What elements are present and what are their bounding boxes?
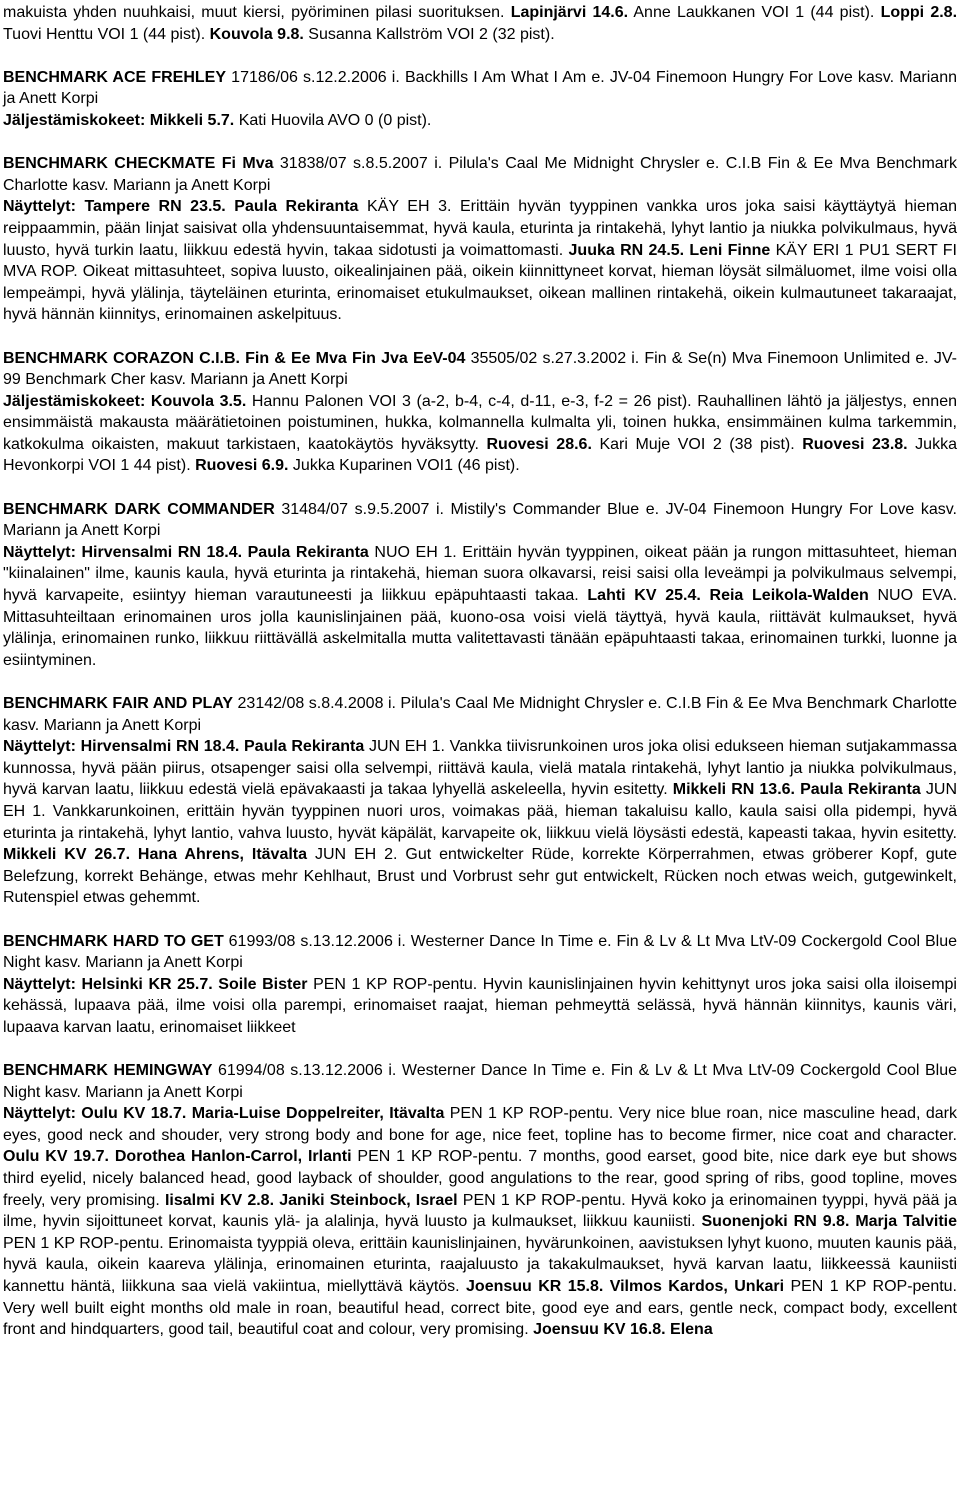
bold-heading-text: BENCHMARK FAIR AND PLAY — [3, 695, 234, 712]
body-text: NUO EH 1. Erittäin hyvän tyyppinen, oikeat pään ja rungon mittasuhteet, hieman "kiinalainen" ilme, kaunis kaula, hyvä eturinta ja rintakehä, hieman suora olkavarsi, reisi saisi olla leveämpi ja polvikulmaus selvempi, hyvä karvapeite, esiintyy hieman varautuneesti ja liikkuu epäpuhtaasti takaa. — [3, 543, 957, 605]
body-text: makuista yhden nuuhkaisi, muut kiersi, pyöriminen pilasi suorituksen. — [3, 4, 511, 21]
bold-heading-text: Kouvola 9.8. — [209, 25, 304, 43]
bold-heading-text: Mikkeli RN 13.6. Paula Rekiranta — [672, 781, 921, 799]
bold-heading-text: Näyttelyt: Helsinki KR 25.7. Soile Bister — [3, 975, 308, 993]
dog-entry — [3, 693, 957, 909]
bold-heading-text: Joensuu KV 16.8. Elena — [533, 1321, 713, 1339]
body-text: 23142/08 s.8.4.2008 i. Pilula's Caal Me Midnight Chrysler e. C.I.B Fin & Ee Mva Benchmark Charlotte kasv. Mariann ja Anett Korpi — [3, 695, 958, 734]
body-text: PEN 1 KP ROP-pentu. Very nice blue roan, nice masculine head, dark eyes, good neck and shouder, very strong body and bone for age, nice feet, topline has to become firmer, nice coat and character. — [3, 1105, 958, 1144]
body-text: 35505/02 s.27.3.2002 i. Fin & Se(n) Mva Finemoon Unlimited e. JV-99 Benchmark Cher kasv. Mariann ja Anett Korpi — [3, 349, 958, 389]
body-text: 61994/08 s.13.12.2006 i. Westerner Dance In Time e. Fin & Lv & Lt Mva LtV-09 Cockergold Cool Blue Night kasv. Mariann ja Anett Korpi — [3, 1062, 957, 1101]
body-text: Kati Huovila AVO 0 (0 pist). — [234, 111, 432, 129]
bold-heading-text: BENCHMARK DARK COMMANDER — [3, 500, 275, 518]
body-text: PEN 1 KP ROP-pentu. Very well built eight months old male in roan, beautiful head, correct bite, good eye and ears, gentle neck, compact body, excellent front and hindquarters, good tail, beautiful coat and colour, very promising. — [3, 1278, 958, 1339]
dog-entry — [3, 499, 957, 672]
body-text: Anne Laukkanen VOI 1 (44 pist). — [628, 4, 881, 21]
body-text: JUN EH 1. Vankka tiivisrunkoinen uros joka olisi edukseen hieman sutjakammassa kunnossa, hyvä pään piirus, otsapenger saisi olla selvempi, riittävä kaula, vielä matala rintakehä, lyhyt lantio ja niukka polvikulmaus, hyvä karvan laatu, liikkuu edestä vielä epävakaasti ja takaa lyhyellä askeleella, hyvin esitetty. — [3, 738, 957, 799]
bold-heading-text: Juuka RN 24.5. Leni Finne — [568, 241, 771, 259]
body-text: KÄY EH 3. Erittäin hyvän tyyppinen vankka uros joka saisi käyttäytyä hieman reippaammin, pään linjat saisivat olla yhdensuuntaisemmat, hyvä kaula, eturinta ja rintakehä, lyhyt lantio ja niukka polvikulmaus, hyvä luusto, hyvä turkin laatu, liikkuu edestä hyvin, takaa sidotusti ja voimattomasti. — [3, 198, 958, 259]
body-text: Jukka Kuparinen VOI1 (46 pist). — [288, 457, 520, 475]
bold-heading-text: Oulu KV 19.7. Dorothea Hanlon-Carrol, Irlanti — [3, 1148, 352, 1166]
bold-heading-text: Joensuu KR 15.8. Vilmos Kardos, Unkari — [466, 1278, 785, 1296]
bold-heading-text: Lahti KV 25.4. Reia Leikola-Walden — [587, 587, 869, 605]
document-body — [3, 2, 957, 1341]
body-text: 61993/08 s.13.12.2006 i. Westerner Dance In Time e. Fin & Lv & Lt Mva LtV-09 Cockergold Cool Blue Night kasv. Mariann ja Anett Korpi — [3, 932, 957, 972]
bold-heading-text: Näyttelyt: Tampere RN 23.5. Paula Rekiranta — [3, 198, 359, 216]
body-text: Tuovi Henttu VOI 1 (44 pist). — [3, 25, 210, 43]
bold-heading-text: Ruovesi 28.6. — [486, 435, 592, 453]
bold-heading-text: Mikkeli KV 26.7. Hana Ahrens, Itävalta — [3, 846, 308, 864]
body-text: PEN 1 KP ROP-pentu. 7 months, good earset, good bite, nice dark eye but shows third eyelid, nicely balanced head, good layback of shoulder, good angulations to the rear, good spring of ribs, good topline, moves freely, very promising. — [3, 1148, 957, 1209]
bold-heading-text: Ruovesi 6.9. — [195, 457, 289, 475]
bold-heading-text: Loppi 2.8. — [880, 4, 958, 21]
bold-heading-text: Jäljestämiskokeet: Kouvola 3.5. — [3, 392, 247, 410]
bold-heading-text: Jäljestämiskokeet: Mikkeli 5.7. — [3, 111, 235, 129]
bold-heading-text: BENCHMARK HARD TO GET — [3, 932, 224, 950]
dog-entry — [3, 348, 957, 478]
bold-heading-text: BENCHMARK HEMINGWAY — [3, 1062, 213, 1080]
dog-entry — [3, 153, 957, 326]
dog-entry — [3, 67, 957, 132]
body-text: Hannu Palonen VOI 3 (a-2, b-4, c-4, d-11, e-3, f-2 = 26 pist). Rauhallinen lähtö ja jäljestys, ennen ensimmäistä makausta määrätietoinen poistuminen, hukka, kolmannella kulmalta yli, toinen hukka, ensimmäinen kulma tarkemmin, katkokulma oikaisten, makuut tarkistaen, kaatokäytös hyväksytty. — [3, 392, 958, 453]
body-text: KÄY ERI 1 PU1 SERT FI MVA ROP. Oikeat mittasuhteet, sopiva luusto, oikealinjainen pää, oikein kiinnittyneet korvat, hieman löysät silmäluomet, ilme voisi olla lempeämpi, hyvä ylälinja, täyteläinen eturinta, erinomaiset etukulmaukset, oikean mallinen rintakehä, oikein kulmautuneet takaraajat, hyvä hännän kiinnitys, erinomainen askelpituus. — [3, 241, 958, 324]
bold-heading-text: Näyttelyt: Hirvensalmi RN 18.4. Paula Rekiranta — [3, 543, 369, 561]
bold-heading-text: BENCHMARK ACE FREHLEY — [3, 68, 227, 86]
bold-heading-text: Ruovesi 23.8. — [802, 435, 908, 453]
bold-heading-text: Lapinjärvi 14.6. — [510, 4, 629, 21]
bold-heading-text: Suonenjoki RN 9.8. Marja Talvitie — [701, 1213, 958, 1231]
body-text: JUN EH 1. Vankkarunkoinen, erittäin hyvän tyyppinen nuori uros, voimakas pää, hieman takaluisu kallo, kaula saisi olla pidempi, hyvä eturinta ja rintakehä, lyhyt lantio, vahva luusto, hyvät käpälät, karvapeite ok, liikkuu vielä löysästi edestä, kapeasti takaa, hyvin esitetty. — [3, 781, 957, 842]
body-text: Susanna Kallström VOI 2 (32 pist). — [303, 25, 555, 43]
body-text: NUO EVA. Mittasuhteiltaan erinomainen uros jolla kaunislinjainen pää, kuono-osa voisi vielä täyttyä, hyvä kaula, riittävät kulmaukset, hyvä ylälinja, erinomainen runko, liikkuu riittävällä askelmitalla mutta valitettavasti tänään epäpuhtaasti takaa, erinomainen turkki, luonne ja esiintyminen. — [3, 587, 958, 669]
dog-entry — [3, 931, 957, 1039]
body-text: PEN 1 KP ROP-pentu. Hyvä koko ja erinomainen tyyppi, hyvä pää ja ilme, hyvin sijoittuneet korvat, kaunis ylä- ja alalinja, hyvä luusto ja kulmaukset, liikkuu kauniisti. — [3, 1191, 958, 1231]
dog-entry — [3, 1060, 957, 1341]
body-text: JUN EH 2. Gut entwickelter Rüde, korrekte Körperrahmen, etwas gröberer Kopf, gute Belefzung, korrekt Behänge, etwas mehr Kehlhaut, Brust und Vorbrust sehr gut entwickelt, Rücken noch etwas weich, gutgewinkelt, Rutenspiel etwas gehemmt. — [3, 846, 958, 907]
continued-text — [3, 2, 957, 45]
body-text: 17186/06 s.12.2.2006 i. Backhills I Am What I Am e. JV-04 Finemoon Hungry For Love kasv. Mariann ja Anett Korpi — [3, 68, 958, 108]
body-text: 31838/07 s.8.5.2007 i. Pilula's Caal Me Midnight Chrysler e. C.I.B Fin & Ee Mva Benchmark Charlotte kasv. Mariann ja Anett Korpi — [3, 155, 958, 194]
bold-heading-text: Näyttelyt: Hirvensalmi RN 18.4. Paula Rekiranta — [3, 738, 365, 756]
bold-heading-text: Näyttelyt: Oulu KV 18.7. Maria-Luise Doppelreiter, Itävalta — [3, 1105, 445, 1123]
bold-heading-text: BENCHMARK CHECKMATE Fi Mva — [3, 155, 274, 173]
body-text: Jukka Hevonkorpi VOI 1 44 pist). — [3, 435, 957, 475]
body-text: PEN 1 KP ROP-pentu. Erinomaista tyyppiä oleva, erittäin kaunislinjainen, hyvärunkoinen, aavistuksen lyhyt kuono, muuten kaunis pää, hyvä kaula, oikein kaareva ylälinja, erinomainen eturinta, raajaluusto ja takakulmaukset, hyvä karvan laatu, liikkeessä kauniisti kannettu häntä, liikkuna saa vielä vakiintua, miellyttävä käytös. — [3, 1234, 958, 1296]
body-text: Kari Muje VOI 2 (38 pist). — [591, 435, 803, 453]
bold-heading-text: BENCHMARK CORAZON C.I.B. Fin & Ee Mva Fin Jva EeV-04 — [3, 349, 466, 367]
body-text: 31484/07 s.9.5.2007 i. Mistily's Commander Blue e. JV-04 Finemoon Hungry For Love kasv. Mariann ja Anett Korpi — [3, 500, 957, 540]
body-text: PEN 1 KP ROP-pentu. Hyvin kaunislinjainen hyvin kehittynyt uros joka saisi olla iloisempi kehässä, lupaava pää, ilme voisi olla parempi, erinomaiset raajat, hieman pehmeyttä selässä, hyvä hännän kiinnitys, kaunis väri, lupaava karvan laatu, erinomaiset liikkeet — [3, 975, 957, 1036]
bold-heading-text: Iisalmi KV 2.8. Janiki Steinbock, Israel — [164, 1191, 458, 1209]
